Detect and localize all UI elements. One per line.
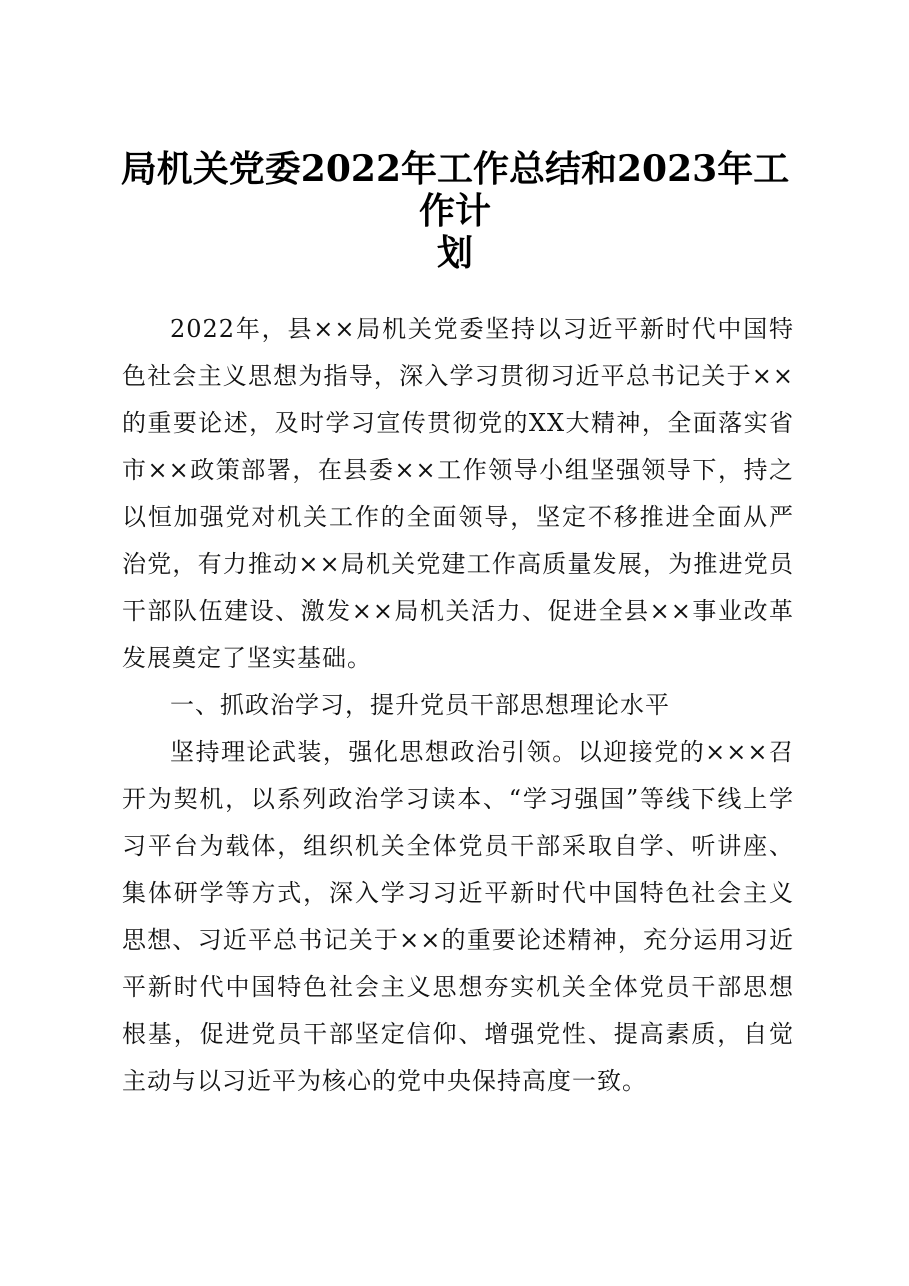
intro-paragraph: 2022年，县××局机关党委坚持以习近平新时代中国特色社会主义思想为指导，深入学习贯彻习近平总书记关于××的重要论述，及时学习宣传贯彻党的XX大精神，全面落实省市××政策部署，在县委××工作领导小组坚强领导下，持之以恒加强党对机关工作的全面领导，坚定不移推进全面从严治党，有力推动××局机关党建工作高质量发展，为推进党员干部队伍建设、激发××局机关活力、促进全县××事业改革发展奠定了坚实基础。: [122, 315, 794, 672]
document-body: [122, 306, 794, 1105]
document-title-line-2: 划: [436, 232, 473, 274]
document-title: [110, 148, 800, 274]
section-heading-1: 一、抓政治学习，提升党员干部思想理论水平: [170, 691, 670, 719]
document-title-line-1: 局机关党委2022年工作总结和2023年工作计: [120, 148, 790, 232]
section-1-paragraph: 坚持理论武装，强化思想政治引领。以迎接党的×××召开为契机，以系列政治学习读本、“学习强国”等线下线上学习平台为载体，组织机关全体党员干部采取自学、听讲座、集体研学等方式，深入学习习近平新时代中国特色社会主义思想、习近平总书记关于××的重要论述精神，充分运用习近平新时代中国特色社会主义思想夯实机关全体党员干部思想根基，促进党员干部坚定信仰、增强党性、提高素质，自觉主动与以习近平为核心的党中央保持高度一致。: [122, 738, 794, 1095]
